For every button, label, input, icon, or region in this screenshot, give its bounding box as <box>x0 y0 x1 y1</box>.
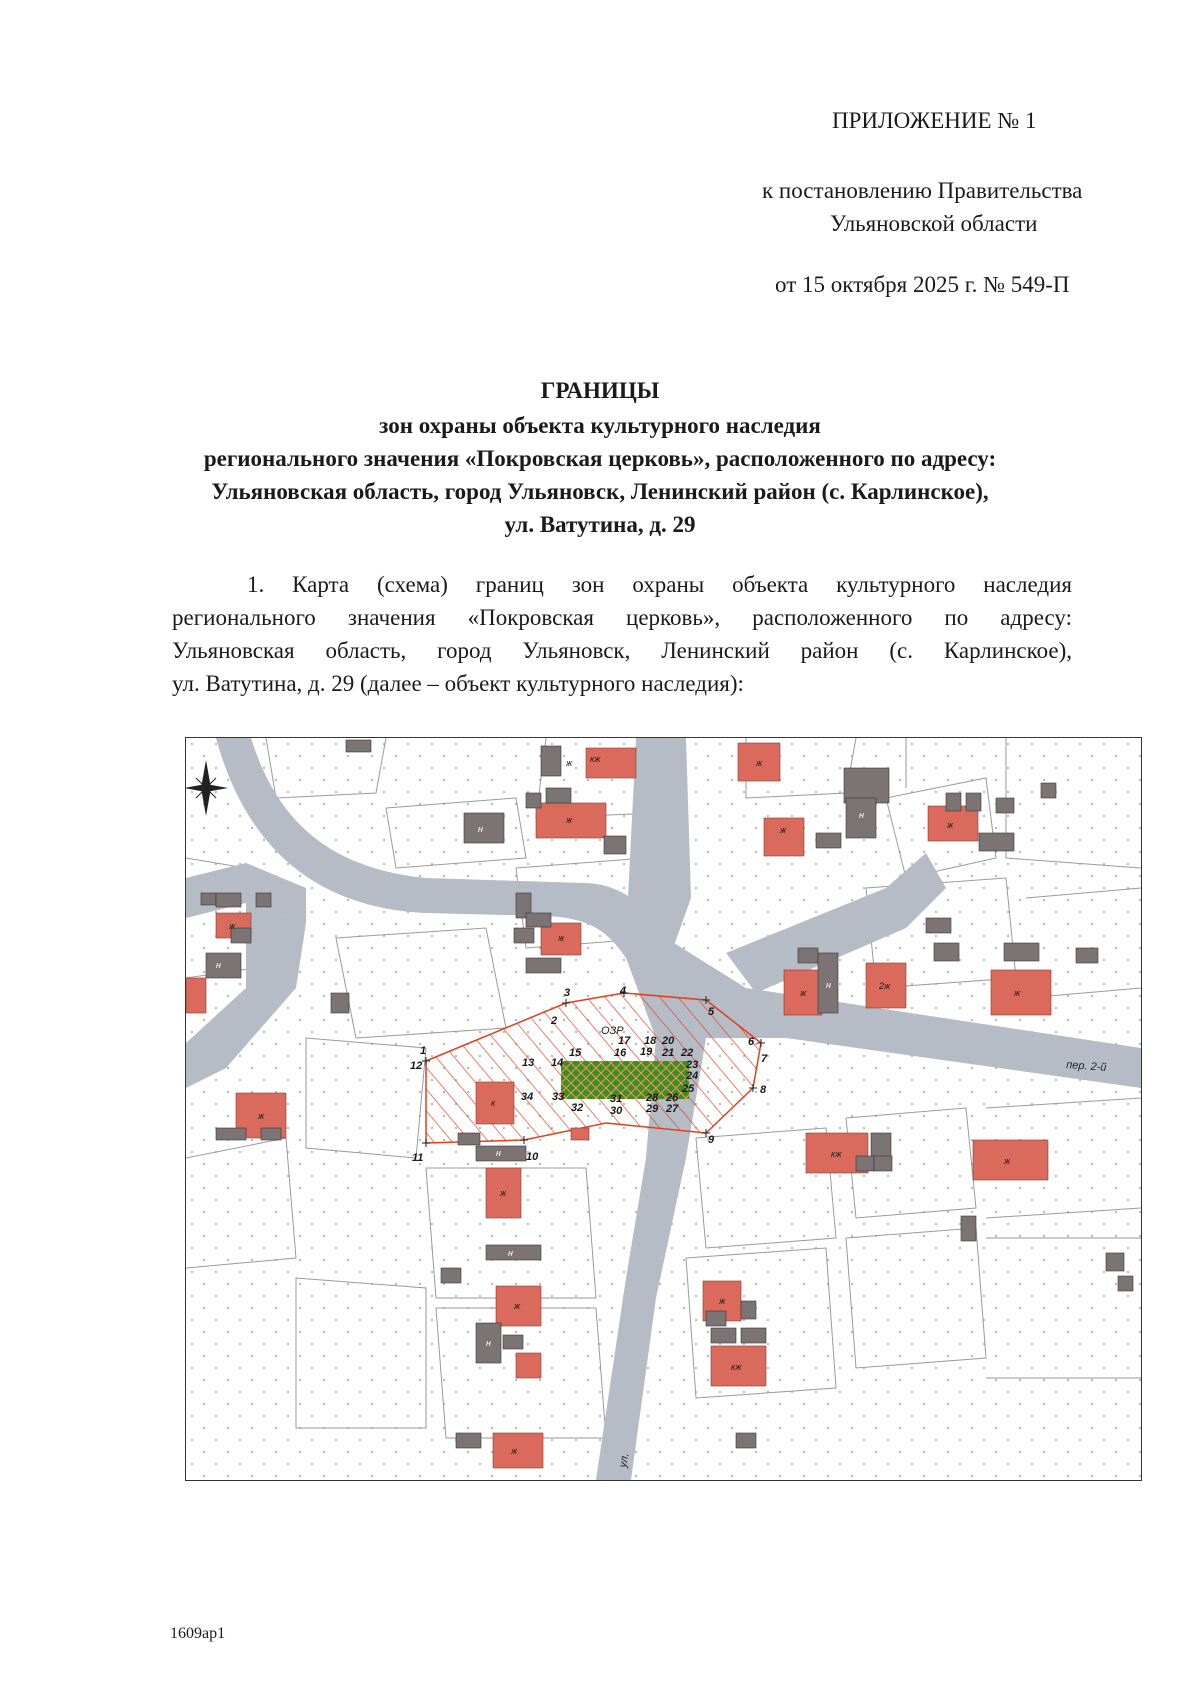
point-label: 26 <box>666 1092 679 1104</box>
point-label: 3 <box>564 987 571 999</box>
point-label: 14 <box>551 1057 564 1069</box>
building-label: н <box>826 980 831 990</box>
region-line: Ульяновской области <box>830 211 1038 236</box>
date-line: от 15 октября 2025 г. № 549-П <box>775 272 1070 297</box>
point-label: 8 <box>760 1084 767 1096</box>
point-label: 20 <box>662 1035 675 1047</box>
title-line-5: ул. Ватутина, д. 29 <box>504 512 696 537</box>
street-label-east: пер. 2-й <box>1065 1059 1107 1074</box>
paragraph-line-2: регионального значения «Покровская церковь», расположенного по адресу: <box>172 605 1072 630</box>
title-line-3: регионального значения «Покровская церковь», расположенного по адресу: <box>203 446 997 471</box>
building-label: ж <box>511 1446 518 1456</box>
point-label: 4 <box>620 985 627 997</box>
building-label: кж <box>731 1362 742 1372</box>
building-label: ж <box>1004 1156 1011 1166</box>
building-label: ж <box>558 933 565 943</box>
building-label: н <box>486 1338 491 1348</box>
document-code: 1609ар1 <box>170 1625 226 1642</box>
point-label: 11 <box>412 1152 424 1164</box>
title-line-2: зон охраны объекта культурного наследия <box>379 413 821 438</box>
point-label: 33 <box>552 1091 565 1103</box>
point-label: 28 <box>646 1092 659 1104</box>
paragraph-line-1: 1. Карта (схема) границ зон охраны объекта культурного наследия <box>247 572 1072 597</box>
point-label: 32 <box>571 1102 584 1114</box>
point-label: 25 <box>682 1083 695 1095</box>
building-label: ж <box>719 1296 726 1306</box>
building-label: ж <box>800 988 807 998</box>
point-label: 12 <box>410 1060 423 1072</box>
protection-zone-map <box>185 737 1142 1481</box>
point-label: 18 <box>644 1035 657 1047</box>
point-label: 15 <box>569 1047 582 1059</box>
point-label: 7 <box>761 1053 768 1065</box>
point-label: 22 <box>681 1047 694 1059</box>
building-label: н <box>859 810 864 820</box>
point-label: 31 <box>610 1093 623 1105</box>
zone-label: ОЗР <box>601 1025 624 1037</box>
point-label: 19 <box>640 1046 653 1058</box>
street-label-south: ул. <box>617 1452 632 1469</box>
point-label: 9 <box>708 1134 715 1146</box>
building-label: н <box>508 1248 513 1258</box>
point-label: 27 <box>666 1103 679 1115</box>
building-label: ж <box>500 1188 507 1198</box>
resolution-line: к постановлению Правительства <box>762 178 1083 203</box>
paragraph-line-3: Ульяновская область, город Ульяновск, Ленинский район (с. Карлинское), <box>172 638 1072 663</box>
point-label: 10 <box>526 1151 539 1163</box>
point-label: 2 <box>551 1015 558 1027</box>
point-label: 21 <box>662 1047 675 1059</box>
building-label: 2ж <box>879 981 891 991</box>
building-label: кж <box>590 754 601 764</box>
appendix-number: ПРИЛОЖЕНИЕ № 1 <box>832 108 1037 133</box>
point-label: 24 <box>686 1070 699 1082</box>
point-label: 16 <box>614 1047 627 1059</box>
building-label: ж <box>1014 988 1021 998</box>
building-label: ж <box>780 825 787 835</box>
point-label: 1 <box>420 1045 427 1057</box>
point-label: 23 <box>686 1059 699 1071</box>
point-label: 34 <box>521 1091 534 1103</box>
building-label: ж <box>947 820 954 830</box>
document-title: ГРАНИЦЫ <box>540 378 660 403</box>
building-label: н <box>216 960 221 970</box>
building-label: н <box>478 824 483 834</box>
building-label: ж <box>258 1111 265 1121</box>
building-label: ж <box>756 758 763 768</box>
title-line-4: Ульяновская область, город Ульяновск, Ленинский район (с. Карлинское), <box>211 479 989 504</box>
point-label: 17 <box>618 1035 631 1047</box>
paragraph-line-4: ул. Ватутина, д. 29 (далее – объект культурного наследия): <box>172 671 744 696</box>
point-label: 6 <box>748 1036 755 1048</box>
building-label: ж <box>229 921 236 931</box>
building-label: кж <box>831 1149 842 1159</box>
building-label: ж <box>566 758 573 768</box>
building-label: ж <box>566 815 573 825</box>
point-label: 5 <box>708 1006 715 1018</box>
building-label: н <box>496 1148 501 1158</box>
point-label: 29 <box>646 1103 659 1115</box>
building-label: ж <box>514 1301 521 1311</box>
point-label: 13 <box>522 1057 535 1069</box>
point-label: 30 <box>610 1105 623 1117</box>
building-label: к <box>491 1098 496 1108</box>
